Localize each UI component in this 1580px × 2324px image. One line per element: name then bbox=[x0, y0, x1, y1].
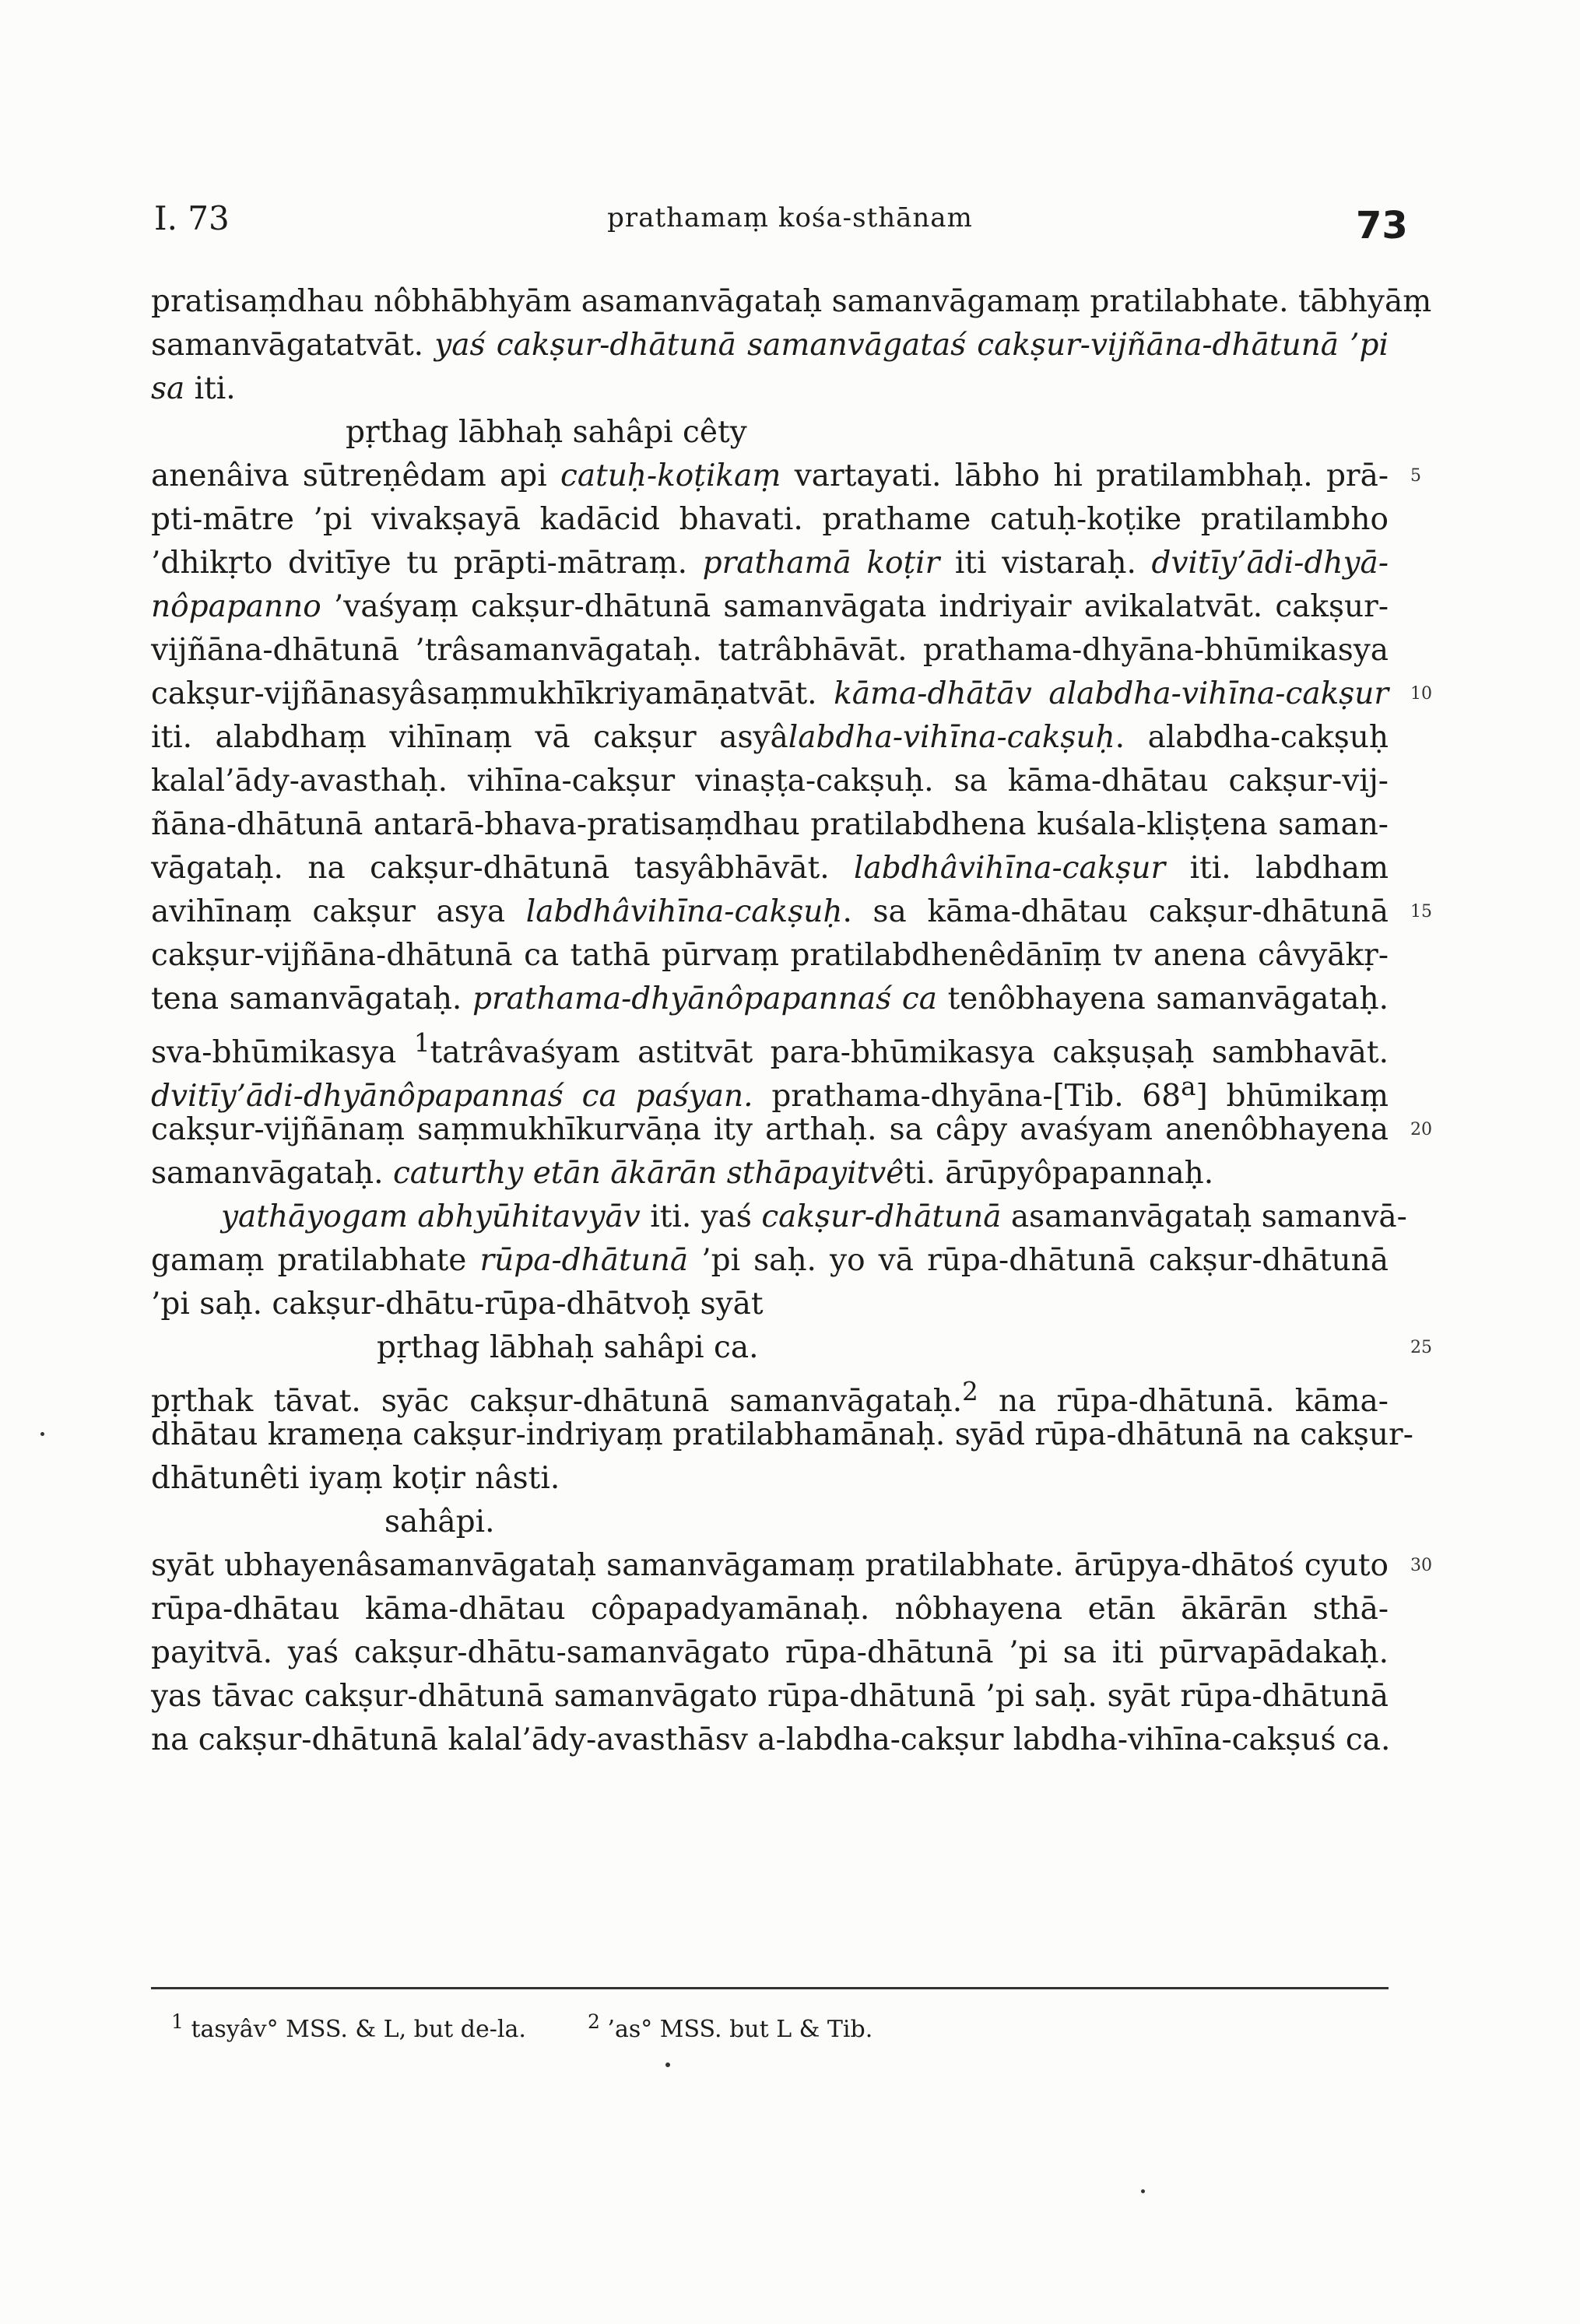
line-number: 20 bbox=[1410, 1120, 1432, 1139]
text-line: na cakṣur-dhātunā kalal’ādy-avasthāsv a-labdha-cakṣur labdha-vihīna-cakṣuś ca. bbox=[151, 1722, 1391, 1757]
text-line: yas tāvac cakṣur-dhātunā samanvāgato rūpa-dhātunā ’pi saḥ. syāt rūpa-dhātunā bbox=[151, 1679, 1389, 1714]
text-line: nôpapanno ’vaśyaṃ cakṣur-dhātunā samanvāgata indriyair avikalatvāt. cakṣur- bbox=[151, 589, 1389, 624]
line-number: 10 bbox=[1410, 684, 1432, 704]
text-line: ’dhikṛto dvitīye tu prāpti-mātraṃ. prathamā koṭir iti vistaraḥ. dvitīy’ādi-dhyā- bbox=[151, 546, 1389, 581]
line-number: 5 bbox=[1410, 466, 1421, 486]
footnote-rule bbox=[151, 1987, 1389, 1989]
text-line: gamaṃ pratilabhate rūpa-dhātunā ’pi saḥ. yo vā rūpa-dhātunā cakṣur-dhātunā bbox=[151, 1243, 1389, 1278]
page-number: 73 bbox=[1356, 204, 1408, 247]
text-line: tena samanvāgataḥ. prathama-dhyānôpapannaś ca tenôbhayena samanvāgataḥ. bbox=[151, 981, 1389, 1016]
text-line: payitvā. yaś cakṣur-dhātu-samanvāgato rūpa-dhātunā ’pi sa iti pūrvapādakaḥ. bbox=[151, 1635, 1389, 1670]
text-line: cakṣur-vijñānasyâsaṃmukhīkriyamāṇatvāt. kāma-dhātāv alabdha-vihīna-cakṣur 10 bbox=[151, 672, 1389, 716]
print-speck bbox=[665, 2062, 670, 2067]
text-line: yathāyogam abhyūhitavyāv iti. yaś cakṣur-dhātunā asamanvāgataḥ samanvā- bbox=[221, 1199, 1407, 1234]
text-line: dvitīy’ādi-dhyānôpapannaś ca paśyan. prathama-dhyāna-[Tib. 68$^a$] bhūmikaṃ bbox=[151, 1072, 1389, 1114]
footnote-1: tasyâv° MSS. & L, but de-la. bbox=[191, 2016, 526, 2043]
text-line: samanvāgataḥ. caturthy etān ākārān sthāpayitvêti. ārūpyôpapannaḥ. bbox=[151, 1156, 1214, 1191]
print-speck bbox=[40, 1432, 44, 1436]
text-line: pṛthag lābhaḥ sahâpi ca. 25 bbox=[151, 1326, 1389, 1370]
text-line: pratisaṃdhau nôbhābhyām asamanvāgataḥ samanvāgamaṃ pratilabhate. tābhyāṃ bbox=[151, 284, 1432, 319]
text-line: samanvāgatatvāt. yaś cakṣur-dhātunā samanvāgataś cakṣur-vijñāna-dhātunā ’pi bbox=[151, 328, 1389, 363]
text-line: dhātunêti iyaṃ koṭir nâsti. bbox=[151, 1461, 560, 1496]
text-line: dhātau krameṇa cakṣur-indriyaṃ pratilabhamānaḥ. syād rūpa-dhātunā na cakṣur- bbox=[151, 1417, 1413, 1452]
footnotes bbox=[171, 2010, 873, 2043]
text-line: pṛthag lābhaḥ sahâpi cêty bbox=[346, 415, 747, 450]
line-number: 15 bbox=[1410, 902, 1432, 922]
text-line: avihīnaṃ cakṣur asya labdhâvihīna-cakṣuḥ. sa kāma-dhātau cakṣur-dhātunā 15 bbox=[151, 890, 1389, 934]
text-line: ’pi saḥ. cakṣur-dhātu-rūpa-dhātvoḥ syāt bbox=[151, 1287, 764, 1322]
text-line: kalal’ādy-avasthaḥ. vihīna-cakṣur vinaṣṭa-cakṣuḥ. sa kāma-dhātau cakṣur-vij- bbox=[151, 764, 1389, 799]
section-reference: I. 73 bbox=[154, 199, 230, 237]
footnote-2: ’as° MSS. but L & Tib. bbox=[607, 2016, 873, 2043]
text-line: sahâpi. bbox=[384, 1504, 495, 1539]
main-text bbox=[151, 280, 1432, 1762]
line-number: 30 bbox=[1410, 1556, 1432, 1575]
text-line: vāgataḥ. na cakṣur-dhātunā tasyâbhāvāt. labdhâvihīna-cakṣur iti. labdham bbox=[151, 851, 1389, 886]
text-line: cakṣur-vijñāna-dhātunā ca tathā pūrvaṃ pratilabdhenêdānīṃ tv anena câvyākṛ- bbox=[151, 938, 1389, 973]
footnote-mark: 2 bbox=[587, 2010, 600, 2033]
text-line: ñāna-dhātunā antarā-bhava-pratisaṃdhau pratilabdhena kuśala-kliṣṭena saman- bbox=[151, 807, 1389, 842]
text-line: vijñāna-dhātunā ’trâsamanvāgataḥ. tatrâbhāvāt. prathama-dhyāna-bhūmikasya bbox=[151, 633, 1389, 668]
text-line: sa iti. bbox=[151, 371, 236, 406]
line-number: 25 bbox=[1410, 1338, 1432, 1357]
text-line: pṛthak tāvat. syāc cakṣur-dhātunā samanvāgataḥ.$^2$ na rūpa-dhātunā. kāma- bbox=[151, 1377, 1389, 1419]
text-line: syāt ubhayenâsamanvāgataḥ samanvāgamaṃ pratilabhate. ārūpya-dhātoś cyuto 30 bbox=[151, 1544, 1389, 1588]
footnote-mark: 1 bbox=[171, 2010, 184, 2033]
running-title: prathamaṃ kośa-sthānam bbox=[607, 202, 973, 233]
text-line: rūpa-dhātau kāma-dhātau côpapadyamānaḥ. nôbhayena etān ākārān sthā- bbox=[151, 1592, 1389, 1627]
text-line: iti. alabdhaṃ vihīnaṃ vā cakṣur asyâlabdha-vihīna-cakṣuḥ. alabdha-cakṣuḥ bbox=[151, 720, 1389, 755]
text-line: anenâiva sūtreṇêdam api catuḥ-koṭikaṃ vartayati. lābho hi pratilambhaḥ. prā- 5 bbox=[151, 455, 1389, 498]
text-line: cakṣur-vijñānaṃ saṃmukhīkurvāṇa ity arthaḥ. sa câpy avaśyam anenôbhayena 20 bbox=[151, 1108, 1389, 1152]
text-line: sva-bhūmikasya $^1$tatrâvaśyam astitvāt para-bhūmikasya cakṣuṣaḥ sambhavāt. bbox=[151, 1028, 1389, 1070]
print-speck bbox=[1141, 2189, 1145, 2193]
text-line: pti-mātre ’pi vivakṣayā kadācid bhavati. prathame catuḥ-koṭike pratilambho bbox=[151, 502, 1389, 537]
